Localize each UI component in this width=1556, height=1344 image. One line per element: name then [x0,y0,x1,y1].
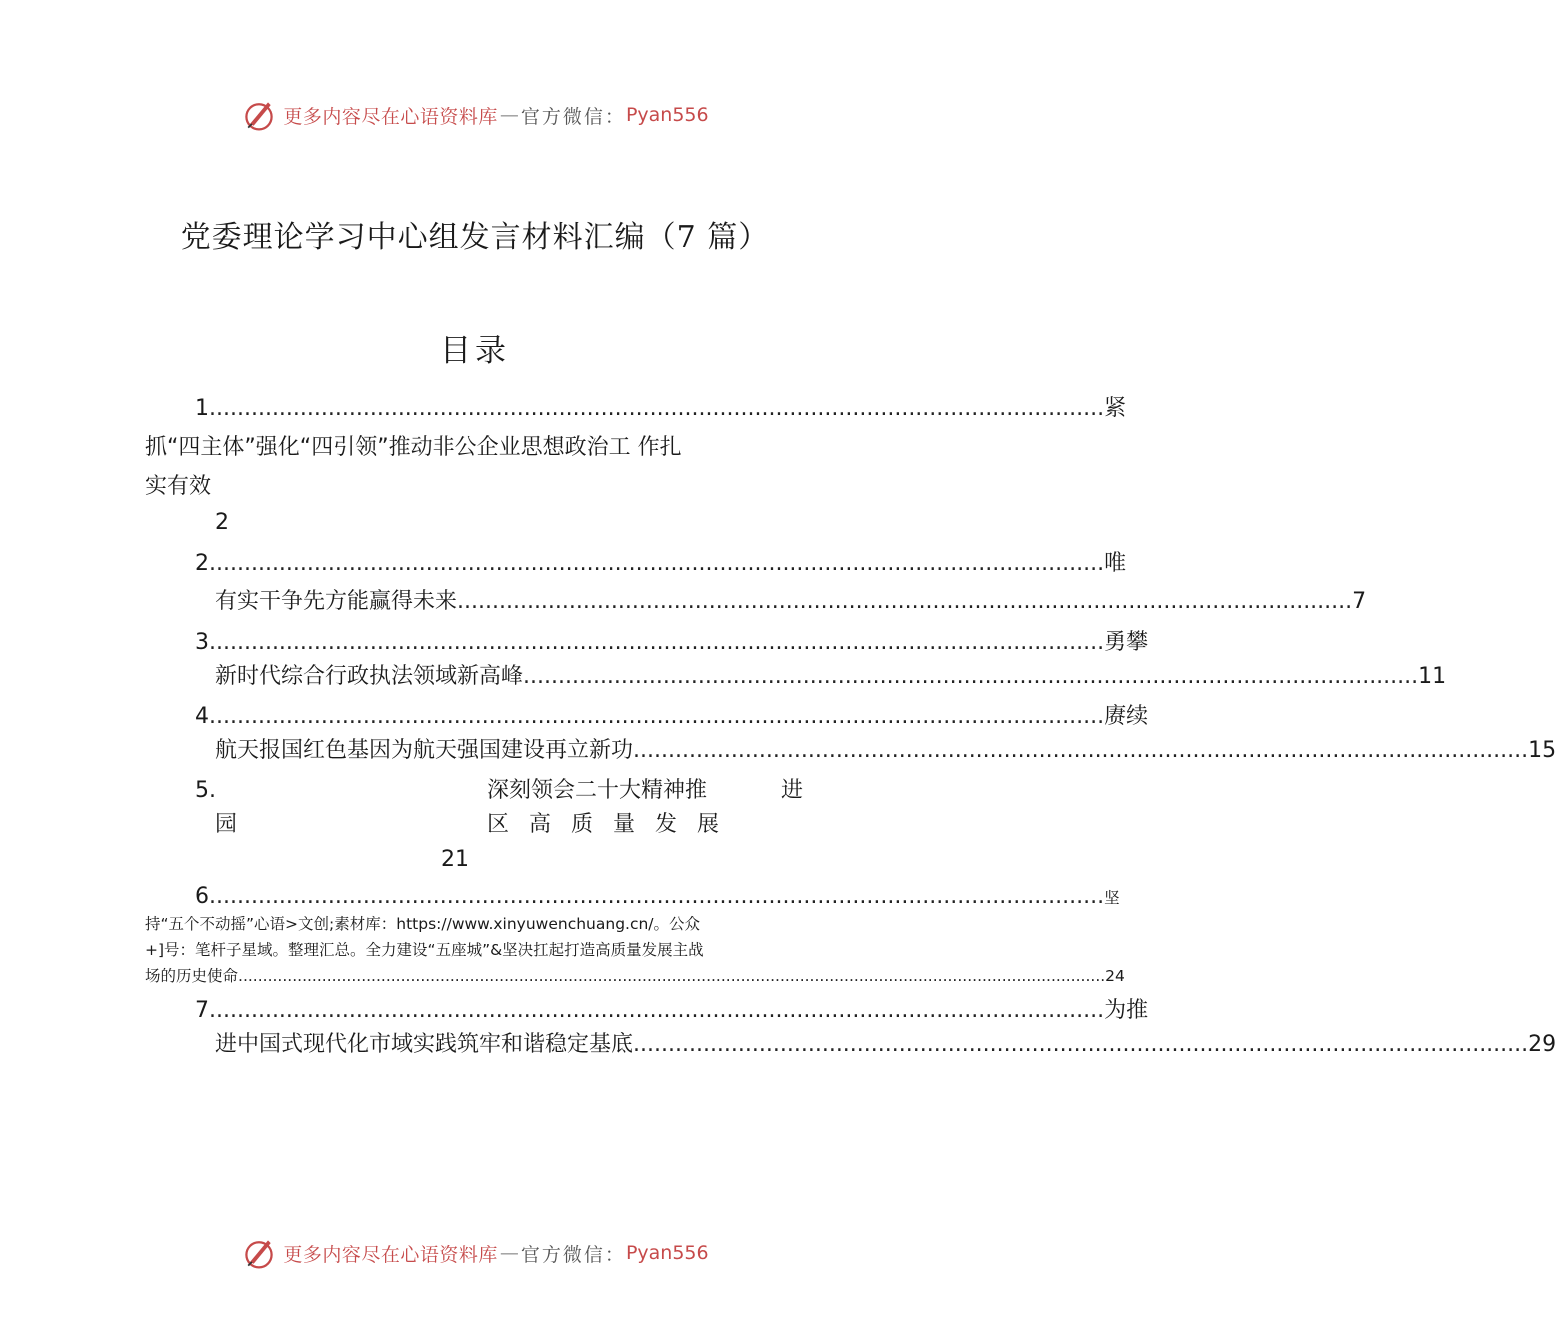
toc-entry-number: 4 [195,704,209,729]
toc-entry-5-title-char: 发 [655,812,678,837]
toc-entry-1-line3: 实有效 [145,474,212,499]
toc-entry-title-start: 坚 [1104,889,1120,907]
toc-dot-leader: ................................................................................................................................................................................ [238,967,1106,985]
toc-dot-leader: ................................................................................................................................ [633,1032,1529,1057]
footer-banner [0,1233,950,1273]
toc-dot-leader: ................................................................................................................................ [209,630,1105,655]
footer-wechat-id: Pyan556 [625,1242,709,1264]
toc-entry-page: 15 [1528,738,1556,763]
toc-entry-6-line1[interactable] [195,884,1120,909]
toc-entry-6-line4 [145,967,1125,986]
toc-entry-1-line1[interactable] [195,396,1127,421]
toc-dot-leader: ................................................................................................................................ [523,664,1419,689]
toc-entry-2-line1[interactable] [195,551,1127,576]
toc-entry-number: 6 [195,884,209,909]
document-title: 党委理论学习中心组发言材料汇编（7 篇） [180,220,770,255]
toc-entry-number: 3 [195,630,209,655]
toc-entry-7-line1[interactable] [195,998,1149,1023]
banner-separator: — [499,104,519,126]
header-banner [0,95,950,135]
toc-entry-5-title-char: 高 [529,812,552,837]
banner-wechat-id: Pyan556 [625,104,709,126]
footer-text: 更多内容尽在心语资料库 [283,1243,498,1266]
toc-entry-6-line3: +]号：笔杆子星域。整理汇总。全力建设“五座城”&坚决扛起打造高质量发展主战 [145,941,704,959]
toc-entry-5-title-part3: 园 [215,812,238,837]
toc-entry-page: 7 [1352,589,1367,614]
toc-entry-title-start: 紧 [1104,396,1127,421]
toc-entry-page: 24 [1105,967,1125,985]
toc-entry-4-line1[interactable] [195,704,1149,729]
toc-entry-title-start: 勇攀 [1104,630,1149,655]
toc-entry-5-title-part1: 深刻领会二十大精神推 [487,778,708,803]
toc-entry-title-rest: 进中国式现代化市域实践筑牢和谐稳定基底 [215,1032,634,1057]
toc-entry-page: 29 [1528,1032,1556,1057]
banner-wechat-label: 官方微信： [520,105,626,128]
toc-entry-5-title-char: 质 [571,812,594,837]
toc-entry-5-title-char: 量 [613,812,636,837]
toc-heading: 目录 [440,333,510,369]
toc-entry-page: 11 [1418,664,1447,689]
toc-dot-leader: ................................................................................................................................ [209,884,1105,909]
toc-entry-number: 2 [195,551,209,576]
toc-entry-5-title-part2: 进 [781,778,804,803]
toc-entry-1-line2: 抓“四主体”强化“四引领”推动非公企业思想政治工 作扎 [145,435,682,460]
toc-entry-4-line2 [215,738,1556,763]
toc-entry-7-line2 [215,1032,1556,1057]
toc-dot-leader: ................................................................................................................................ [209,396,1105,421]
toc-entry-3-line1[interactable] [195,630,1149,655]
toc-entry-2-line2 [215,589,1367,614]
toc-entry-number: 7 [195,998,209,1023]
toc-entry-3-line2 [215,664,1447,689]
quill-logo-icon [241,97,277,133]
toc-entry-1-page: 2 [215,510,229,535]
toc-entry-title-start: 唯 [1104,551,1127,576]
toc-dot-leader: ................................................................................................................................ [457,589,1353,614]
toc-entry-title-rest: 新时代综合行政执法领域新高峰 [215,664,524,689]
banner-text: 更多内容尽在心语资料库 [283,105,498,128]
toc-entry-5-title-char: 展 [697,812,720,837]
footer-separator: — [499,1242,519,1264]
toc-entry-title-start: 赓续 [1104,704,1149,729]
toc-entry-5-number[interactable]: 5. [195,778,216,803]
quill-logo-icon [241,1235,277,1271]
toc-entry-title-rest: 有实干争先方能赢得未来 [215,589,458,614]
toc-dot-leader: ................................................................................................................................ [209,998,1105,1023]
toc-entry-title-start: 为推 [1104,998,1149,1023]
toc-entry-5-title-char: 区 [487,812,510,837]
toc-entry-title-rest: 航天报国红色基因为航天强国建设再立新功 [215,738,634,763]
toc-entry-number: 1 [195,396,209,421]
toc-dot-leader: ................................................................................................................................ [209,704,1105,729]
toc-dot-leader: ................................................................................................................................ [209,551,1105,576]
toc-dot-leader: ................................................................................................................................ [633,738,1529,763]
footer-wechat-label: 官方微信： [520,1243,626,1266]
toc-entry-title-rest: 场的历史使命 [145,967,239,985]
toc-entry-6-line2: 持“五个不动摇”心语>文创;素材库：https://www.xinyuwenchuang.cn/。公众 [145,915,701,933]
toc-entry-5-page: 21 [441,847,469,872]
